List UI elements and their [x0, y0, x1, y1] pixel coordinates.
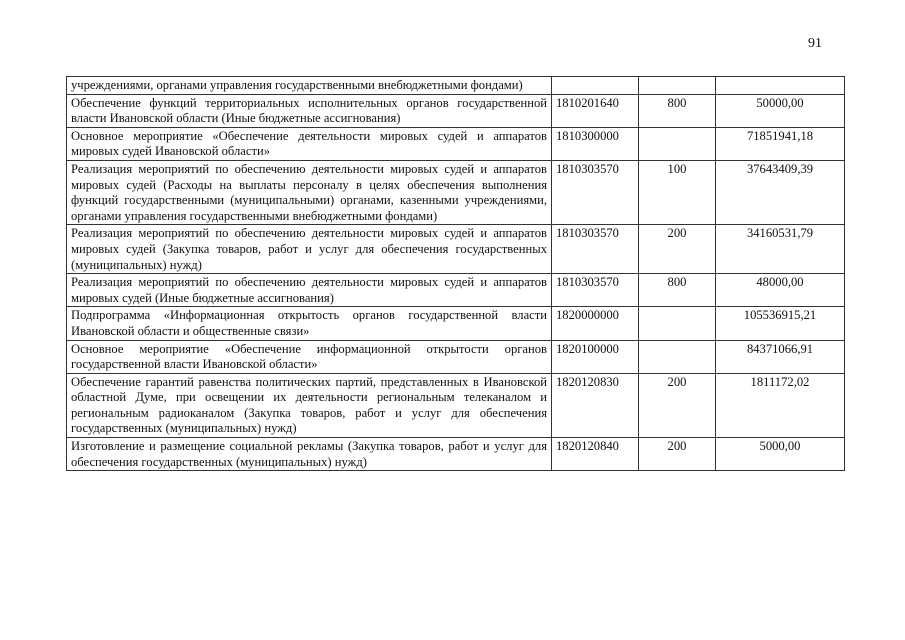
row-amount: 50000,00 [716, 94, 845, 127]
row-description: учреждениями, органами управления государственными внебюджетными фондами) [67, 77, 552, 95]
table-row [67, 160, 845, 224]
row-expense-type [639, 307, 716, 340]
row-target-code: 1810303570 [552, 160, 639, 224]
row-amount: 84371066,91 [716, 340, 845, 373]
row-target-code: 1820120830 [552, 373, 639, 437]
row-description: Основное мероприятие «Обеспечение деятельности мировых судей и аппаратов мировых судей Ивановской области» [67, 127, 552, 160]
table-row [67, 340, 845, 373]
row-description: Реализация мероприятий по обеспечению деятельности мировых судей и аппаратов мировых судей (Расходы на выплаты персоналу в целях обеспечения выполнения функций государственными (муниципальными) органами, казенными учреждениями, органами управления государственными внебюджетными фондами) [67, 160, 552, 224]
row-amount: 5000,00 [716, 438, 845, 471]
row-target-code: 1820100000 [552, 340, 639, 373]
row-description: Обеспечение гарантий равенства политических партий, представленных в Ивановской областной Думе, при освещении их деятельности региональным телеканалом и региональным радиоканалом (Закупка товаров, работ и услуг для обеспечения государственных (муниципальных) нужд) [67, 373, 552, 437]
row-target-code: 1820120840 [552, 438, 639, 471]
budget-table [66, 76, 845, 471]
row-amount: 34160531,79 [716, 225, 845, 274]
row-amount: 105536915,21 [716, 307, 845, 340]
row-expense-type [639, 340, 716, 373]
row-target-code: 1810303570 [552, 225, 639, 274]
row-expense-type: 200 [639, 225, 716, 274]
row-amount: 1811172,02 [716, 373, 845, 437]
row-description: Реализация мероприятий по обеспечению деятельности мировых судей и аппаратов мировых судей (Иные бюджетные ассигнования) [67, 274, 552, 307]
row-expense-type [639, 127, 716, 160]
table-row [67, 77, 845, 95]
row-target-code: 1820000000 [552, 307, 639, 340]
row-expense-type: 800 [639, 94, 716, 127]
row-expense-type: 200 [639, 373, 716, 437]
row-description: Обеспечение функций территориальных исполнительных органов государственной власти Ивановской области (Иные бюджетные ассигнования) [67, 94, 552, 127]
row-description: Реализация мероприятий по обеспечению деятельности мировых судей и аппаратов мировых судей (Закупка товаров, работ и услуг для обеспечения государственных (муниципальных) нужд) [67, 225, 552, 274]
row-amount: 37643409,39 [716, 160, 845, 224]
table-row [67, 127, 845, 160]
row-amount: 48000,00 [716, 274, 845, 307]
table-row [67, 225, 845, 274]
row-description: Основное мероприятие «Обеспечение информационной открытости органов государственной власти Ивановской области» [67, 340, 552, 373]
table-row [67, 373, 845, 437]
row-expense-type [639, 77, 716, 95]
table-row [67, 94, 845, 127]
row-description: Подпрограмма «Информационная открытость органов государственной власти Ивановской области и общественные связи» [67, 307, 552, 340]
row-target-code [552, 77, 639, 95]
row-expense-type: 200 [639, 438, 716, 471]
row-amount [716, 77, 845, 95]
page-number: 91 [808, 36, 822, 51]
table-row [67, 274, 845, 307]
row-description: Изготовление и размещение социальной рекламы (Закупка товаров, работ и услуг для обеспечения государственных (муниципальных) нужд) [67, 438, 552, 471]
row-target-code: 1810303570 [552, 274, 639, 307]
row-expense-type: 100 [639, 160, 716, 224]
row-amount: 71851941,18 [716, 127, 845, 160]
row-target-code: 1810300000 [552, 127, 639, 160]
row-expense-type: 800 [639, 274, 716, 307]
table-row [67, 307, 845, 340]
row-target-code: 1810201640 [552, 94, 639, 127]
table-row [67, 438, 845, 471]
